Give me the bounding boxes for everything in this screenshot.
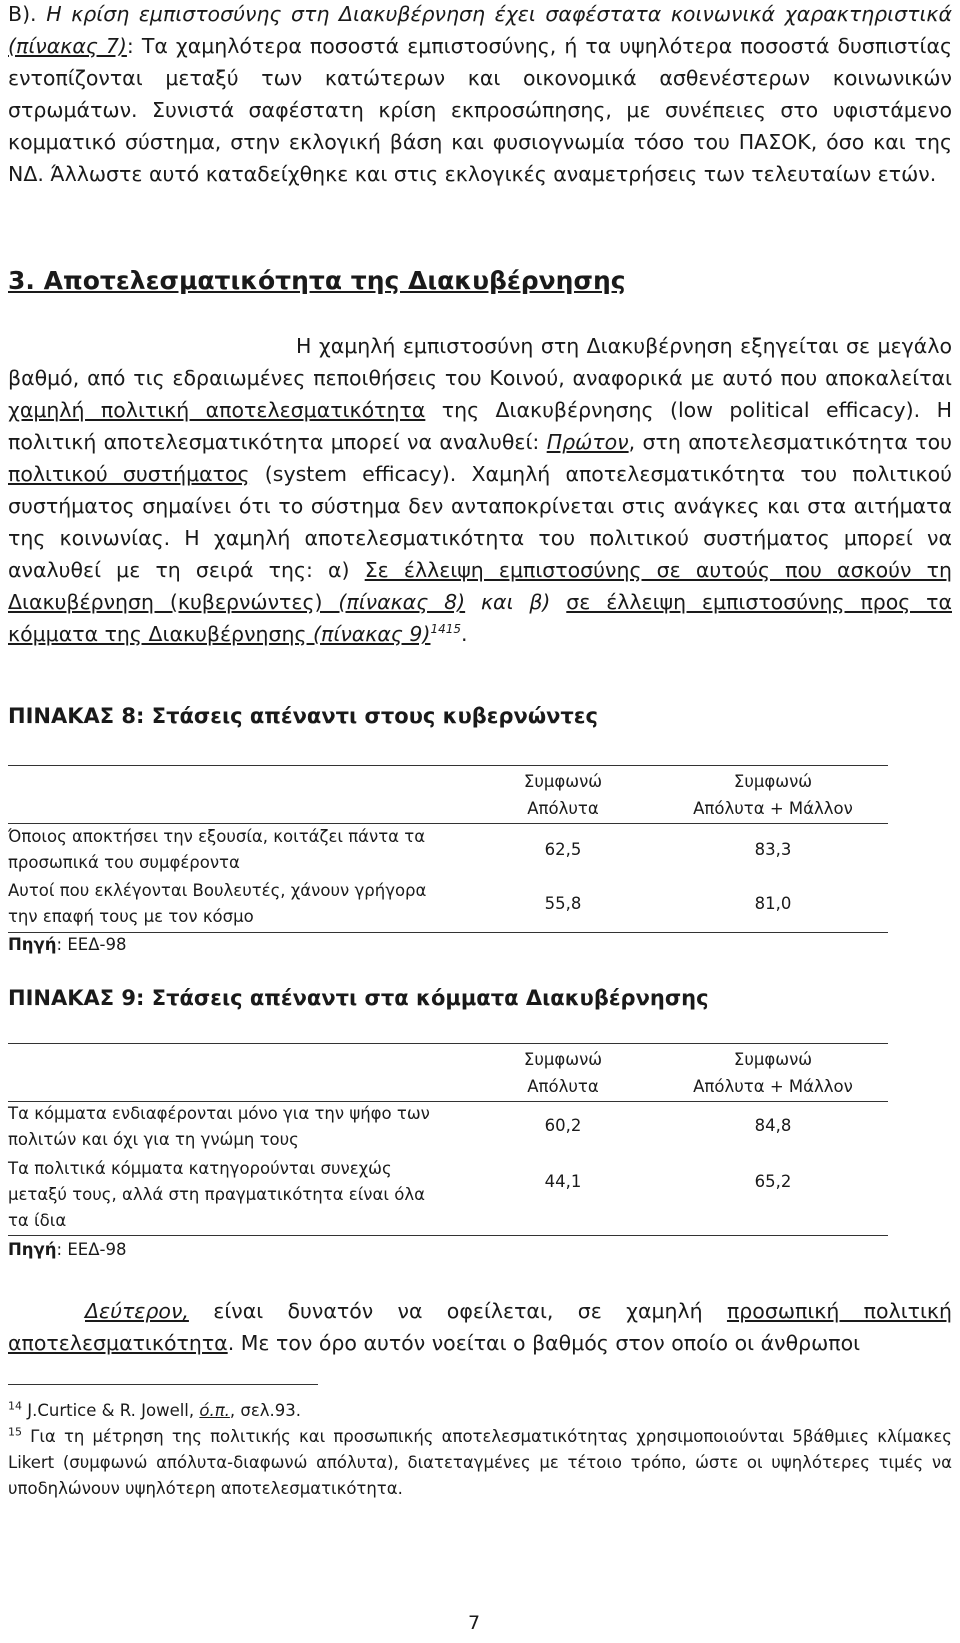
table-9-row-1-v2: 84,8 (754, 1116, 792, 1135)
table-9-col2-header (668, 1046, 878, 1100)
table-8-bottom-rule (8, 932, 888, 933)
second-marker: Δεύτερον, (85, 1299, 189, 1323)
table-8-reference[interactable]: (πίνακας 8) (322, 590, 466, 614)
footnote-text: Για τη μέτρηση της πολιτικής και προσωπικής αποτελεσματικότητας χρησιμοποιούνται 5βάθμιες κλίμακες Likert (συμφωνώ απόλυτα-διαφωνώ απόλυτα), διατεταγμένες με τέτοιο τρόπο, ώστε οι υψηλότερες τιμές να υποδηλώνουν υψηλότερη αποτελεσματικότητα. (8, 1427, 952, 1498)
col-header-line: Συμφωνώ (733, 1050, 813, 1069)
text: είναι δυνατόν να οφείλεται, σε χαμηλή (188, 1299, 727, 1323)
footnote-reference[interactable]: 1415 (430, 622, 462, 637)
table-9-row-1-label: Τα κόμματα ενδιαφέρονται μόνο για την ψήφο των πολιτών και όχι για τη γνώμη τους (8, 1104, 430, 1149)
text: , στη αποτελεσματικότητα του (628, 430, 952, 454)
table-8-row-2-v2: 81,0 (754, 894, 792, 913)
text: της Διακυβέρνησης (low political efficacy). Η πολιτική αποτελεσματικότητα μπορεί να αναλυθεί: (8, 398, 953, 454)
source-value: : ΕΕΔ-98 (56, 1240, 127, 1259)
col-header-line: Απόλυτα + Μάλλον (693, 1077, 853, 1096)
col-header-line: Απόλυτα (527, 1077, 599, 1096)
text: και β) (465, 590, 567, 614)
source-label: Πηγή (8, 1240, 57, 1259)
paragraph-b (8, 0, 952, 190)
col-header-line: Συμφωνώ (523, 772, 603, 791)
footnote-number: 14 (8, 1399, 22, 1413)
footnote-text: , σελ.93. (229, 1401, 302, 1420)
table-8-col2-header (668, 768, 878, 822)
footnote-14 (8, 1398, 952, 1424)
footnote-number: 15 (8, 1425, 22, 1439)
underlined-term: προσωπική πολιτική αποτελεσματικότητα (8, 1299, 952, 1355)
paragraph-second (8, 1295, 952, 1359)
table-9-row-2-label: Τα πολιτικά κόμματα κατηγορούνται συνεχώς μεταξύ τους, αλλά στη πραγματικότητα είναι όλα τα ίδια (8, 1159, 425, 1230)
footnote-op-cit: ό.π. (199, 1401, 230, 1420)
col-header-line: Απόλυτα + Μάλλον (693, 799, 853, 818)
table-9-row-2-v2: 65,2 (754, 1172, 792, 1191)
page-number: 7 (468, 1612, 481, 1634)
footnote-15 (8, 1424, 952, 1502)
table-8-row-1-v2: 83,3 (754, 840, 792, 859)
underlined-term: χαμηλή πολιτική αποτελεσματικότητα (8, 398, 426, 422)
table-8-row-2-v1: 55,8 (544, 894, 582, 913)
table-9-row-2-v1: 44,1 (544, 1172, 582, 1191)
table-8-col1-header (498, 768, 628, 822)
text: . (461, 622, 468, 646)
table-9-source (8, 1240, 126, 1259)
source-label: Πηγή (8, 935, 57, 954)
first-marker: Πρώτον (546, 430, 629, 454)
underlined-term: σε έλλειψη εμπιστοσύνης προς τα κόμματα της Διακυβέρνησης (8, 590, 952, 646)
table-8-source (8, 935, 126, 954)
table-8-title: ΠΙΝΑΚΑΣ 8: Στάσεις απέναντι στους κυβερνώντες (8, 704, 598, 728)
section-heading: 3. Αποτελεσματικότητα της Διακυβέρνησης (8, 266, 626, 295)
underlined-term: πολιτικού συστήματος (8, 462, 250, 486)
table-8-top-rule (8, 765, 888, 766)
table-9-col1-header (498, 1046, 628, 1100)
table-8-row-1-v1: 62,5 (544, 840, 582, 859)
table-7-reference[interactable]: (πίνακας 7) (8, 34, 127, 58)
col-header-line: Συμφωνώ (733, 772, 813, 791)
text: Η χαμηλή εμπιστοσύνη στη Διακυβέρνηση εξηγείται σε μεγάλο βαθμό, από τις εδραιωμένες πεποιθήσεις του Κοινού, αναφορικά με αυτό που αποκαλείται (8, 334, 952, 390)
col-header-line: Απόλυτα (527, 799, 599, 818)
table-8-row-2-label: Αυτοί που εκλέγονται Βουλευτές, χάνουν γρήγορα την επαφή τους με τον κόσμο (8, 881, 427, 926)
footnote-separator (8, 1384, 318, 1385)
paragraph-italic-lead: Η κρίση εμπιστοσύνης στη Διακυβέρνηση έχει σαφέστατα κοινωνικά χαρακτηριστικά (46, 2, 952, 26)
table-8-row-1-label: Όποιος αποκτήσει την εξουσία, κοιτάζει πάντα τα προσωπικά του συμφέροντα (8, 827, 426, 872)
source-value: : ΕΕΔ-98 (56, 935, 127, 954)
table-9-top-rule (8, 1043, 888, 1044)
paragraph-body: Τα χαμηλότερα ποσοστά εμπιστοσύνης, ή τα υψηλότερα ποσοστά δυσπιστίας εντοπίζονται μεταξύ των κατώτερων και οικονομικά ασθενέστερων κοινωνικών στρωμάτων. Συνιστά σαφέστατη κρίση εκπροσώπησης, με συνέπειες στο υφιστάμενο κομματικό σύστημα, στην εκλογική βάση και φυσιογνωμία τόσο του ΠΑΣΟΚ, όσο και της ΝΔ. Άλλωστε αυτό καταδείχθηκε και στις εκλογικές αναμετρήσεις των τελευταίων ετών. (8, 34, 952, 186)
paragraph-efficacy (8, 330, 952, 650)
col-header-line: Συμφωνώ (523, 1050, 603, 1069)
text: . Με τον όρο αυτόν νοείται ο βαθμός στον οποίο οι άνθρωποι (227, 1331, 861, 1355)
table-9-row-1-v1: 60,2 (544, 1116, 582, 1135)
underlined-term: Σε έλλειψη εμπιστοσύνης σε αυτούς που ασκούν τη Διακυβέρνηση (κυβερνώντες) (8, 558, 952, 614)
paragraph-prefix: Β). (8, 2, 37, 26)
colon: : (126, 34, 134, 58)
table-9-title: ΠΙΝΑΚΑΣ 9: Στάσεις απέναντι στα κόμματα Διακυβέρνησης (8, 986, 709, 1010)
footnote-text: J.Curtice & R. Jowell, (22, 1401, 200, 1420)
table-9-reference[interactable]: (πίνακας 9) (306, 622, 431, 646)
text: (system efficacy). Χαμηλή αποτελεσματικότητα του πολιτικού συστήματος σημαίνει ότι το σύστημα δεν ανταποκρίνεται στις ανάγκες και στα αιτήματα της κοινωνίας. Η χαμηλή αποτελεσματικότητα του πολιτικού συστήματος μπορεί να αναλυθεί με τη σειρά της: α) (8, 462, 953, 582)
table-9-bottom-rule (8, 1235, 888, 1236)
